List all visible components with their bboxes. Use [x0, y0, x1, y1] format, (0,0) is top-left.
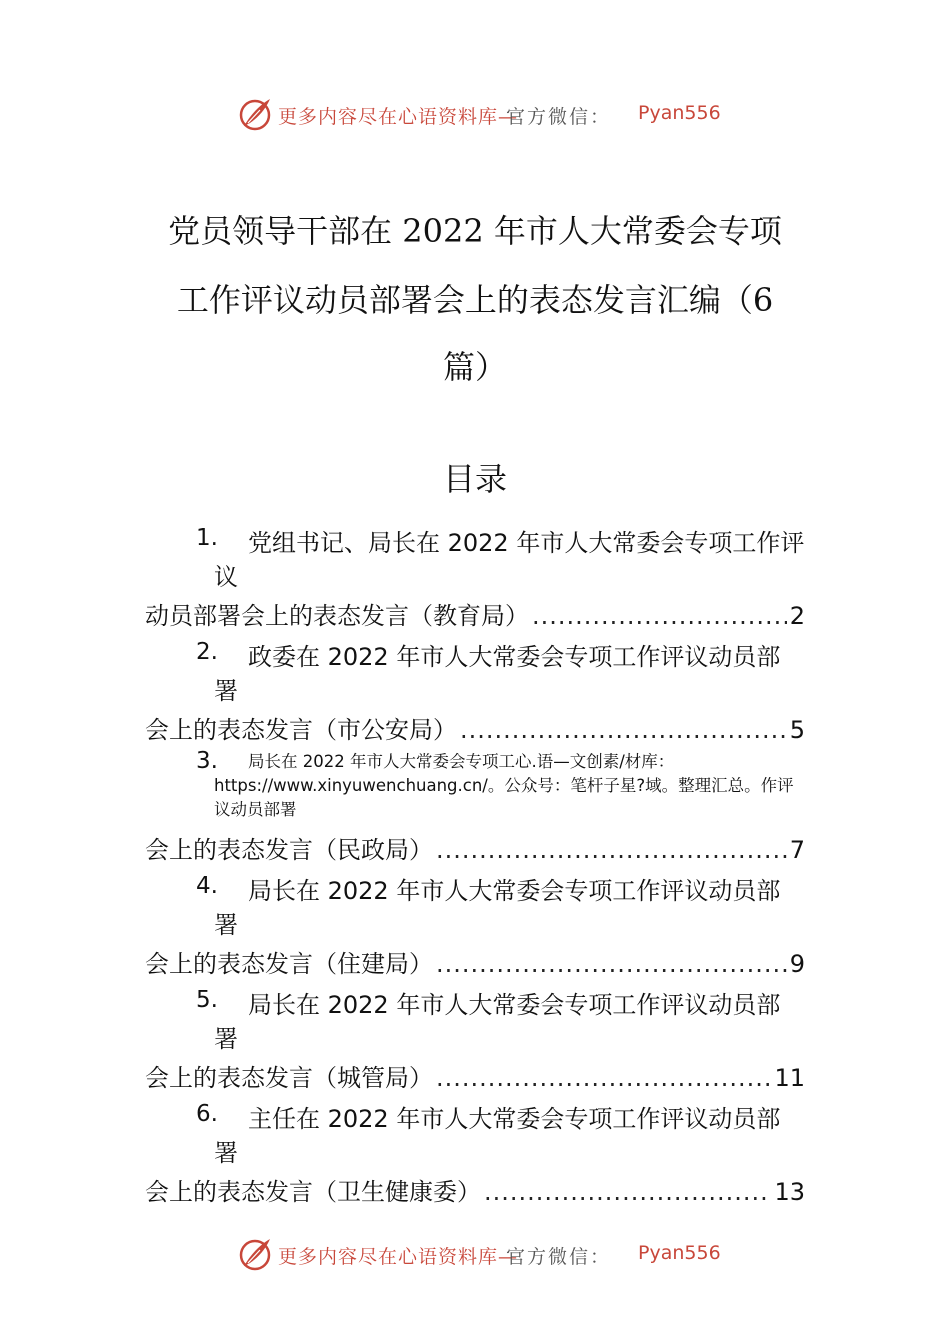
banner-wechat-label: 官方微信：	[506, 106, 612, 128]
toc-item-heading: 局长在 2022 年市人大常委会专项工作评议动员部	[248, 991, 781, 1019]
toc-entry-text: 会上的表态发言（市公安局）	[145, 716, 457, 744]
toc-entry-line	[145, 1058, 805, 1093]
toc-entry-line	[145, 830, 805, 865]
toc-entry-text: 动员部署会上的表态发言（教育局）	[145, 602, 529, 630]
toc-item-heading: 局长在 2022 年市人大常委会专项工作评议动员部	[248, 877, 781, 905]
toc-leader-dots	[436, 1064, 771, 1092]
toc-item-heading-wrap: 署	[214, 1139, 238, 1167]
toc-entry-line	[145, 1172, 805, 1207]
toc-leader-dots	[532, 602, 787, 630]
toc-item-heading-cont: https://www.xinyuwenchuang.cn/。公众号：笔杆子星?域。整理汇总。作评	[214, 776, 794, 795]
toc-entry-line	[145, 596, 805, 631]
toc-item-number: 3.	[196, 748, 218, 774]
toc-page-number: 2	[789, 602, 805, 630]
toc-heading: 目录	[442, 460, 507, 498]
toc-leader-dots	[436, 950, 787, 978]
document-title-line-2: 工作评议动员部署会上的表态发言汇编（6	[176, 281, 774, 319]
toc-entry-text: 会上的表态发言（城管局）	[145, 1064, 433, 1092]
document-title-line-3: 篇）	[442, 348, 507, 386]
header-banner	[0, 94, 950, 134]
toc-item-heading-wrap: 署	[214, 1025, 238, 1053]
toc-leader-dots	[436, 836, 787, 864]
toc-entry-text: 会上的表态发言（住建局）	[145, 950, 433, 978]
toc-item-heading-wrap: 署	[214, 677, 238, 705]
toc-entry-text: 会上的表态发言（民政局）	[145, 836, 433, 864]
toc-item-heading: 党组书记、局长在 2022 年市人大常委会专项工作评	[248, 529, 805, 557]
banner-wechat-id: Pyan556	[638, 1242, 721, 1264]
toc-item-heading: 主任在 2022 年市人大常委会专项工作评议动员部	[248, 1105, 781, 1133]
toc-item-number: 2.	[196, 639, 218, 665]
toc-item-heading-cont-2: 议动员部署	[214, 800, 297, 819]
toc-leader-dots	[484, 1178, 771, 1206]
toc-entry-line	[145, 944, 805, 979]
footer-banner	[0, 1234, 950, 1274]
toc-item-heading: 政委在 2022 年市人大常委会专项工作评议动员部	[248, 643, 781, 671]
toc-item-number: 5.	[196, 987, 218, 1013]
banner-slogan: 更多内容尽在心语资料库—	[278, 1246, 519, 1268]
toc-page-number: 13	[774, 1178, 805, 1206]
toc-page-number: 9	[789, 950, 805, 978]
toc-item-number: 1.	[196, 525, 218, 551]
toc-page-number: 7	[789, 836, 805, 864]
toc-leader-dots	[460, 716, 787, 744]
toc-item-heading-wrap: 署	[214, 911, 238, 939]
toc-item-heading-wrap: 议	[214, 563, 238, 591]
banner-wechat-label: 官方微信：	[506, 1246, 612, 1268]
toc-item-number: 6.	[196, 1101, 218, 1127]
banner-slogan: 更多内容尽在心语资料库—	[278, 106, 519, 128]
toc-item-number: 4.	[196, 873, 218, 899]
toc-page-number: 11	[774, 1064, 805, 1092]
quill-logo-icon	[238, 1236, 274, 1272]
toc-entry-line	[145, 710, 805, 745]
toc-page-number: 5	[789, 716, 805, 744]
quill-logo-icon	[238, 96, 274, 132]
document-title-line-1: 党员领导干部在 2022 年市人大常委会专项	[168, 212, 782, 250]
toc-entry-text: 会上的表态发言（卫生健康委）	[145, 1178, 481, 1206]
toc-item-heading: 局长在 2022 年市人大常委会专项工心.语—文创素/材库：	[248, 752, 675, 771]
banner-wechat-id: Pyan556	[638, 102, 721, 124]
